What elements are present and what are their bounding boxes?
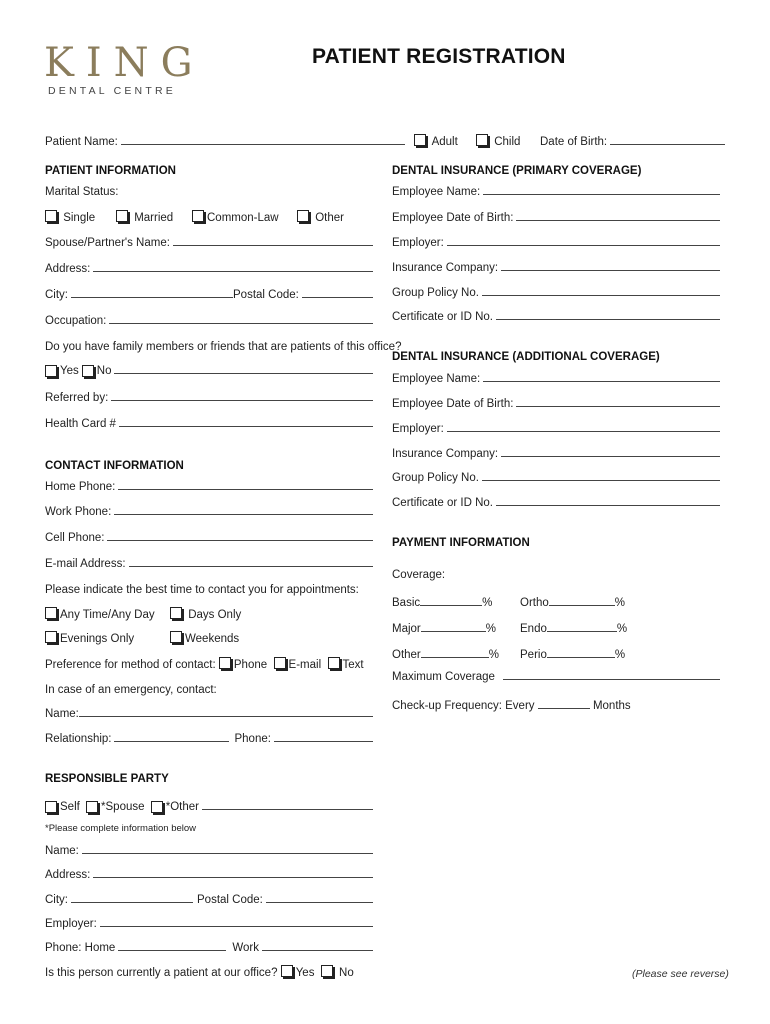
additional-employee-name-field[interactable]: Employee Name: [392,373,720,385]
city-postal-field[interactable]: City: Postal Code: [45,289,373,301]
health-card-field[interactable]: Health Card # [45,418,373,430]
contact-preference-row[interactable]: Preference for method of contact: Phone E-mail Text [45,659,364,671]
primary-insurance-company-field[interactable]: Insurance Company: [392,262,720,274]
checkbox[interactable] [170,607,182,619]
responsible-city-postal-field[interactable]: City: Postal Code: [45,894,373,906]
checkbox[interactable] [274,657,286,669]
additional-employee-dob-field[interactable]: Employee Date of Birth: [392,398,720,410]
married-option[interactable]: Married [116,210,173,224]
checkbox[interactable] [297,210,309,222]
additional-group-policy-field[interactable]: Group Policy No. [392,472,720,484]
cell-phone-field[interactable]: Cell Phone: [45,532,373,544]
basic-coverage-field[interactable]: Basic % [392,594,492,609]
marital-status-label: Marital Status: [45,186,119,198]
checkbox[interactable] [82,365,94,377]
additional-insurance-company-field[interactable]: Insurance Company: [392,448,720,460]
checkbox[interactable] [414,134,426,146]
primary-employee-dob-field[interactable]: Employee Date of Birth: [392,212,720,224]
responsible-options-row[interactable]: Self *Spouse *Other [45,801,373,813]
responsible-employer-field[interactable]: Employer: [45,918,373,930]
evenings-option[interactable]: Evenings Only [45,631,134,645]
single-option[interactable]: Single [45,210,95,224]
family-answer-row[interactable]: Yes No [45,365,373,377]
referred-by-field[interactable]: Referred by: [45,392,373,404]
checkbox[interactable] [321,965,333,977]
checkbox[interactable] [219,657,231,669]
patient-name-field[interactable] [45,136,405,148]
primary-certificate-field[interactable]: Certificate or ID No. [392,311,720,323]
patient-info-header: PATIENT INFORMATION [45,165,176,177]
additional-certificate-field[interactable]: Certificate or ID No. [392,497,720,509]
dob-field[interactable]: Date of Birth: [540,136,725,148]
weekends-option[interactable]: Weekends [170,631,239,645]
adult-option[interactable]: Adult [414,134,458,148]
additional-insurance-header: DENTAL INSURANCE (ADDITIONAL COVERAGE) [392,351,660,363]
emergency-label: In case of an emergency, contact: [45,684,217,696]
ortho-coverage-field[interactable]: Ortho % [520,594,625,609]
checkbox[interactable] [45,607,57,619]
email-field[interactable]: E-mail Address: [45,558,373,570]
spouse-name-field[interactable]: Spouse/Partner's Name: [45,237,373,249]
common-law-option[interactable]: Common-Law [192,210,279,224]
checkbox[interactable] [45,631,57,643]
endo-coverage-field[interactable]: Endo % [520,620,627,635]
page-title: PATIENT REGISTRATION [312,45,566,68]
best-time-label: Please indicate the best time to contact you for appointments: [45,584,359,596]
home-phone-field[interactable]: Home Phone: [45,481,373,493]
checkbox[interactable] [328,657,340,669]
checkbox[interactable] [170,631,182,643]
additional-employer-field[interactable]: Employer: [392,423,720,435]
child-option[interactable]: Child [476,134,520,148]
payment-info-header: PAYMENT INFORMATION [392,537,530,549]
responsible-phone-field[interactable]: Phone: Home Work [45,942,373,954]
checkbox[interactable] [151,801,163,813]
checkup-frequency-field[interactable]: Check-up Frequency: Every Months [392,697,631,712]
checkbox[interactable] [476,134,488,146]
checkbox[interactable] [86,801,98,813]
days-only-option[interactable]: Days Only [170,607,241,621]
maximum-coverage-field[interactable]: Maximum Coverage [392,671,720,683]
responsible-note: *Please complete information below [45,823,197,834]
checkbox[interactable] [281,965,293,977]
responsible-name-field[interactable]: Name: [45,845,373,857]
emergency-name-field[interactable]: Name: [45,708,373,720]
other-coverage-field[interactable]: Other % [392,646,499,661]
logo-subtitle: DENTAL CENTRE [48,85,176,97]
responsible-address-field[interactable]: Address: [45,869,373,881]
relationship-phone-field[interactable]: Relationship: Phone: [45,733,373,745]
checkbox[interactable] [45,210,57,222]
occupation-field[interactable]: Occupation: [45,315,373,327]
work-phone-field[interactable]: Work Phone: [45,506,373,518]
responsible-party-header: RESPONSIBLE PARTY [45,773,169,785]
patient-name-label: Patient Name: [45,136,118,148]
contact-info-header: CONTACT INFORMATION [45,460,184,472]
checkbox[interactable] [45,365,57,377]
coverage-label: Coverage: [392,569,446,581]
primary-employer-field[interactable]: Employer: [392,237,720,249]
checkbox[interactable] [45,801,57,813]
any-time-option[interactable]: Any Time/Any Day [45,607,155,621]
other-option[interactable]: Other [297,210,344,224]
perio-coverage-field[interactable]: Perio % [520,646,625,661]
address-field[interactable]: Address: [45,263,373,275]
major-coverage-field[interactable]: Major % [392,620,496,635]
primary-insurance-header: DENTAL INSURANCE (PRIMARY COVERAGE) [392,165,642,177]
checkbox[interactable] [192,210,204,222]
logo-wordmark: KING [44,40,205,86]
see-reverse-note: (Please see reverse) [632,968,729,980]
family-question: Do you have family members or friends that are patients of this office? [45,341,402,353]
checkbox[interactable] [116,210,128,222]
responsible-patient-question[interactable]: Is this person currently a patient at our office? Yes No [45,967,354,979]
primary-employee-name-field[interactable]: Employee Name: [392,186,720,198]
primary-group-policy-field[interactable]: Group Policy No. [392,287,720,299]
